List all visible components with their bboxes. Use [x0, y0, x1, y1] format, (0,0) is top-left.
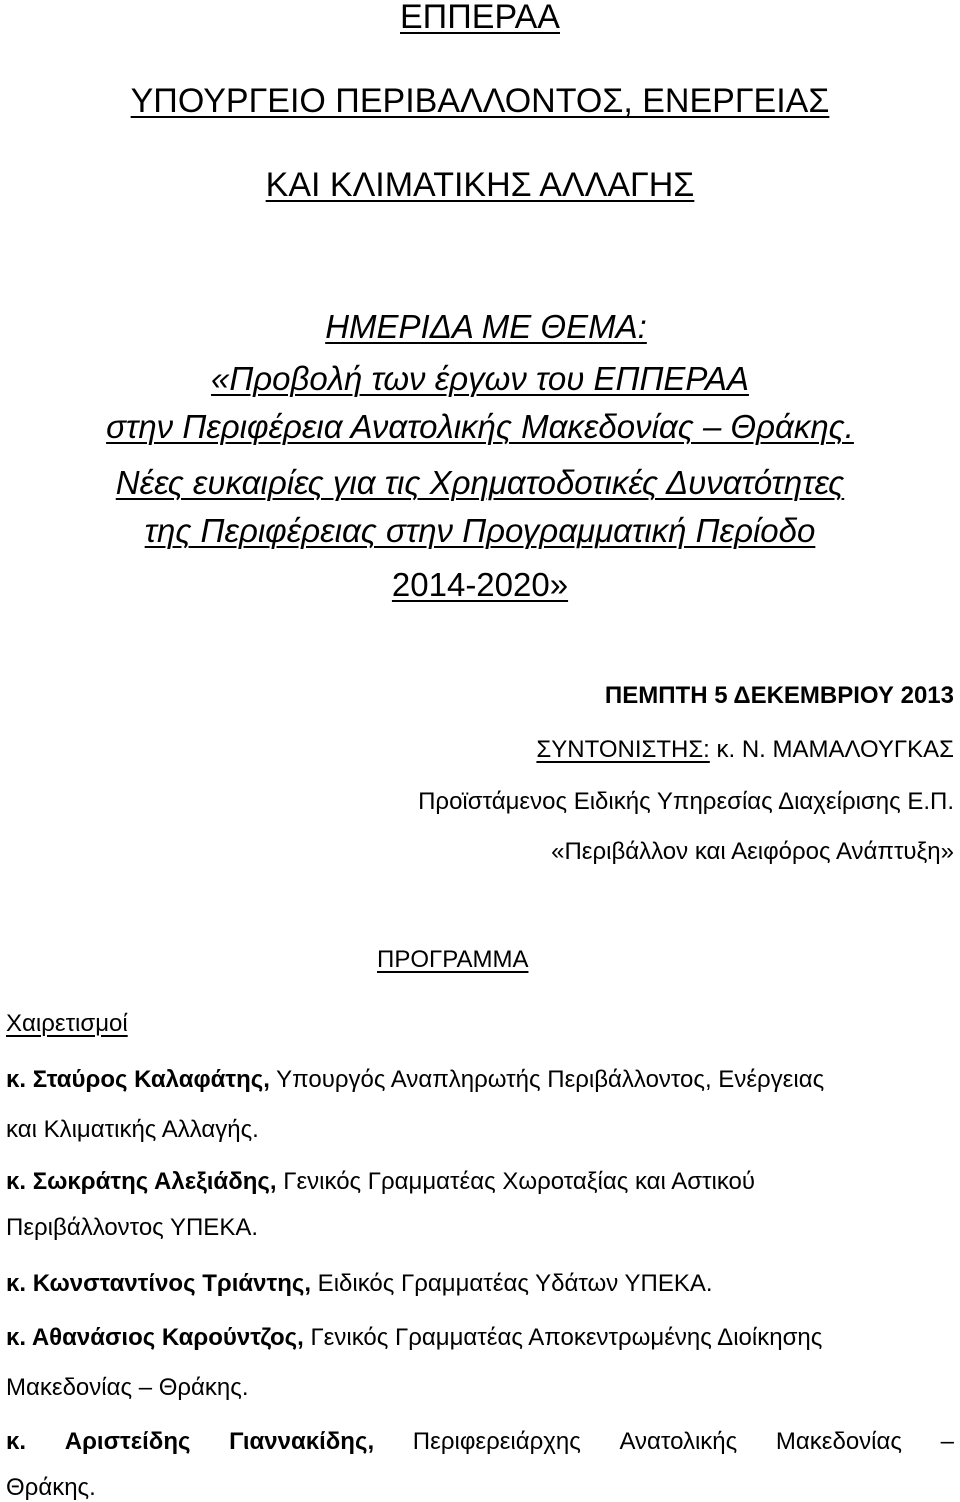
- speaker-5-first-name: Αριστείδης: [64, 1428, 191, 1455]
- organization-title: ΕΠΠΕΡΑΑ: [400, 0, 560, 36]
- speaker-5-last-name: Γιαννακίδης,: [229, 1428, 375, 1455]
- speaker-1-name: κ. Σταύρος Καλαφάτης,: [6, 1066, 270, 1093]
- speaker-5-name-title: κ.: [6, 1428, 27, 1455]
- topic-line-5: 2014-2020»: [391, 566, 569, 603]
- ministry-line-2: ΚΑΙ ΚΛΙΜΑΤΙΚΗΣ ΑΛΛΑΓΗΣ: [265, 166, 695, 204]
- speaker-2-line-2: Περιβάλλοντος ΥΠΕΚΑ.: [6, 1214, 258, 1241]
- speaker-3-role: Ειδικός Γραμματέας Υδάτων ΥΠΕΚΑ.: [311, 1270, 713, 1297]
- speaker-2-name: κ. Σωκράτης Αλεξιάδης,: [6, 1168, 277, 1195]
- speaker-1-line-1: [6, 1068, 824, 1092]
- speaker-3-line-1: [6, 1272, 713, 1296]
- speaker-5-role-dash: –: [940, 1428, 954, 1455]
- topic-line-3: Νέες ευκαιρίες για τις Χρηματοδοτικές Δυνατότητες: [115, 464, 845, 501]
- speaker-2-line-1: [6, 1170, 755, 1194]
- speaker-4-role: Γενικός Γραμματέας Αποκεντρωμένης Διοίκησης: [303, 1324, 823, 1351]
- speaker-4-line-2: Μακεδονίας – Θράκης.: [6, 1374, 249, 1401]
- speaker-2-role: Γενικός Γραμματέας Χωροταξίας και Αστικού: [276, 1168, 756, 1195]
- speaker-5-line-2: Θράκης.: [6, 1474, 96, 1501]
- speaker-1-line-2: και Κλιματικής Αλλαγής.: [6, 1116, 259, 1143]
- greetings-section-label: Χαιρετισμοί: [6, 1010, 128, 1037]
- speaker-1-role: Υπουργός Αναπληρωτής Περιβάλλοντος, Ενέργειας: [269, 1066, 825, 1093]
- speaker-5-role-word-3: Μακεδονίας: [775, 1428, 902, 1455]
- speaker-5-role-word-2: Ανατολικής: [619, 1428, 738, 1455]
- coordinator-name: κ. Ν. ΜΑΜΑΛΟΥΓΚΑΣ: [709, 736, 954, 763]
- coordinator-role: Προϊστάμενος Ειδικής Υπηρεσίας Διαχείρισης Ε.Π.: [418, 788, 954, 815]
- event-date: ΠΕΜΠΤΗ 5 ΔΕΚΕΜΒΡΙΟΥ 2013: [604, 682, 954, 709]
- coordinator-label: ΣΥΝΤΟΝΙΣΤΗΣ:: [536, 736, 710, 763]
- topic-line-2: στην Περιφέρεια Ανατολικής Μακεδονίας – Θράκης.: [106, 408, 854, 445]
- program-title: ΠΡΟΓΡΑΜΜΑ: [377, 946, 529, 973]
- speaker-5-line-1: [6, 1430, 954, 1454]
- speaker-4-name: κ. Αθανάσιος Καρούντζος,: [6, 1324, 304, 1351]
- speaker-3-name: κ. Κωνσταντίνος Τριάντης,: [6, 1270, 312, 1297]
- topic-line-1: «Προβολή των έργων του ΕΠΠΕΡΑΑ: [211, 360, 749, 397]
- topic-label: ΗΜΕΡΙΔΑ ΜΕ ΘΕΜΑ:: [325, 308, 647, 345]
- speaker-4-line-1: [6, 1326, 822, 1350]
- coordinator-line: [536, 738, 954, 762]
- topic-line-4: της Περιφέρειας στην Προγραμματική Περίοδο: [144, 512, 816, 549]
- speaker-5-role-word-1: Περιφερειάρχης: [412, 1428, 581, 1455]
- coordinator-program: «Περιβάλλον και Αειφόρος Ανάπτυξη»: [551, 838, 954, 865]
- ministry-line-1: ΥΠΟΥΡΓΕΙΟ ΠΕΡΙΒΑΛΛΟΝΤΟΣ, ΕΝΕΡΓΕΙΑΣ: [130, 82, 830, 120]
